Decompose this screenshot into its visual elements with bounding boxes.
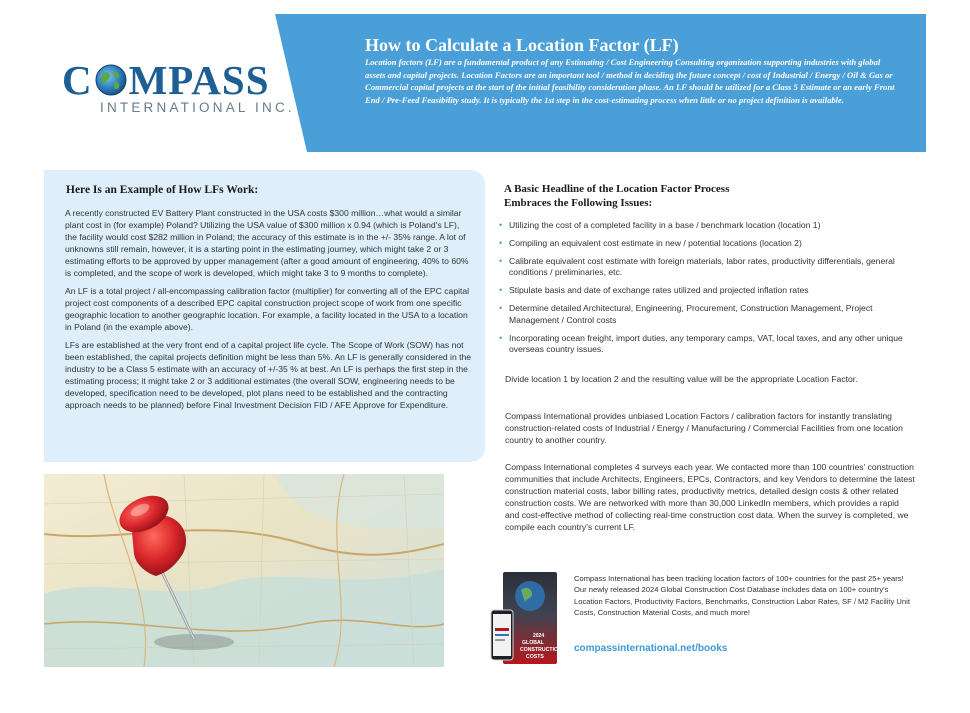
- list-item-text: Stipulate basis and date of exchange rates utilized and projected inflation rates: [509, 285, 809, 296]
- list-item-text: Determine detailed Architectural, Engineering, Procurement, Construction Management, Project Management / Control costs: [509, 302, 873, 325]
- logo-subtitle: INTERNATIONAL INC.: [100, 100, 295, 115]
- provides-paragraph: Compass International provides unbiased Location Factors / calibration factors for instantly translating construction-related costs of Industrial / Energy / Manufacturing / Commercial Facilities from one location country to another country.: [505, 411, 903, 445]
- example-heading: Here Is an Example of How LFs Work:: [66, 184, 259, 196]
- process-heading-line: A Basic Headline of the Location Factor Process: [504, 183, 730, 195]
- globe-icon: [94, 63, 128, 97]
- company-logo: [62, 56, 302, 126]
- process-heading-line: Embraces the Following Issues:: [504, 196, 653, 209]
- books-link[interactable]: compassinternational.net/books: [574, 643, 728, 654]
- bullet-icon: •: [499, 285, 503, 296]
- example-paragraph: An LF is a total project / all-encompassing calibration factor (multiplier) for converting all of the EPC capital project cost components of a described EPC capital construction project scope of work from one specific geographic location to another geographic location. For example, a facility located in the USA to a location in Poland (in the example above).: [65, 286, 470, 332]
- list-item: [497, 333, 917, 357]
- header-banner: [307, 14, 926, 152]
- book-cover-title-line: COSTS: [526, 654, 544, 660]
- header-intro-text: Location factors (LF) are a fundamental product of any Estimating / Cost Engineering Consulting organization supporting industries with global assets and capital projects. Location Factors are an important tool / method in deciding the future concept / cost of Industrial / Energy / Oil & Gas or Commercial capital projects at the start of the initial feasibility consideration phase. An LF should be utilized for a Class 5 Estimate or an early Front End / Pre-Feed Feasibility study. It is typically the 1st step in the cost-estimating process when little or no project definition is available.: [365, 57, 895, 105]
- book-cover-year: 2024: [533, 633, 545, 639]
- list-item: [497, 238, 917, 250]
- logo-letter-c: C: [62, 57, 93, 103]
- list-item: [497, 220, 917, 232]
- surveys-paragraph: Compass International completes 4 surveys each year. We contacted more than 100 countries' construction communities that include Architects, Engineers, EPCs, Contractors, and key Vendors to determine the latest construction material costs, labor billing rates, productivity metrics, detailed design costs & other related construction costs. We are networked with more than 30,000 LinkedIn members, which provides a rapid and cost-effective method of collecting real-time construction cost data. When the survey is completed, we compile each country's current LF.: [505, 462, 915, 532]
- example-paragraph: A recently constructed EV Battery Plant constructed in the USA costs $300 million…what would a similar plant cost in (for example) Poland? Utilizing the USA value of $300 million x 0.94 (which is Poland's LF), the facility would cost $282 million in Poland; the accuracy of this estimate is in the +/- 35% range. A lot of unknowns still remain, however, it is a starting point in the estimating journey, which might take 2 or 3 estimating efforts to be approved by upper management (after a good amount of engineering, 40% to 60% is completed, and the scope of work is developed, which might take 3 to 9 months to complete).: [65, 208, 469, 278]
- list-item-text: Incorporating ocean freight, import duties, any temporary camps, VAT, local taxes, and any other unique overseas country issues.: [509, 332, 903, 355]
- page-title: How to Calculate a Location Factor (LF): [365, 35, 679, 55]
- database-promo-text: Compass International has been tracking location factors of 100+ countries for the past 25+ years! Our newly released 2024 Global Construction Cost Database includes data on 100+ country's Location Factors, Productivity Factors, Benchmarks, Construction Labor Rates, SF / M2 Facility Unit Costs, Construction Material Costs, and much more!: [574, 574, 910, 618]
- book-cover-title-line: GLOBAL: [522, 640, 544, 646]
- bullet-icon: •: [499, 237, 503, 248]
- bullet-icon: •: [499, 255, 503, 266]
- list-item-text: Compiling an equivalent cost estimate in new / potential locations (location 2): [509, 237, 802, 248]
- logo-letters-mpass: MPASS: [128, 57, 270, 103]
- list-item: [497, 285, 917, 297]
- book-cover-title-line: CONSTRUCTION: [520, 647, 562, 653]
- list-item-text: Calibrate equivalent cost estimate with foreign materials, labor rates, productivity differentials, general conditions / preliminaries, etc.: [509, 255, 895, 278]
- list-item-text: Utilizing the cost of a completed facility in a base / benchmark location (location 1): [509, 220, 821, 230]
- list-item: [497, 303, 917, 327]
- process-issue-list: [497, 220, 917, 362]
- list-item: [497, 256, 917, 280]
- bullet-icon: •: [499, 302, 503, 313]
- example-paragraph: LFs are established at the very front end of a capital project life cycle. The Scope of Work (SOW) has not been established, the capital projects definition might be less than 5%. An LF is generally considered in the industry to be a Class 5 estimate with an accuracy of +/-35 % at best. An LF is perhaps the first step in the estimating process; it might take 2 or 3 additional estimates (the overall SOW, engineering needs to be developed, specification need to be developed, plot plans need to be established and the contracting approach needs to be planned) before Final Investment Decision FID / AFE Approve for Expenditure.: [65, 340, 472, 410]
- map-pin-photo: [44, 474, 444, 667]
- map-pin-illustration: [44, 474, 444, 667]
- divide-note: Divide location 1 by location 2 and the resulting value will be the appropriate Location Factor.: [505, 374, 858, 384]
- bullet-icon: •: [499, 332, 503, 343]
- logo-wordmark: [62, 56, 270, 104]
- process-heading: [504, 183, 924, 210]
- book-cover-image: [489, 570, 562, 666]
- bullet-icon: •: [499, 220, 503, 230]
- example-body: [65, 207, 473, 417]
- example-card: [44, 170, 485, 462]
